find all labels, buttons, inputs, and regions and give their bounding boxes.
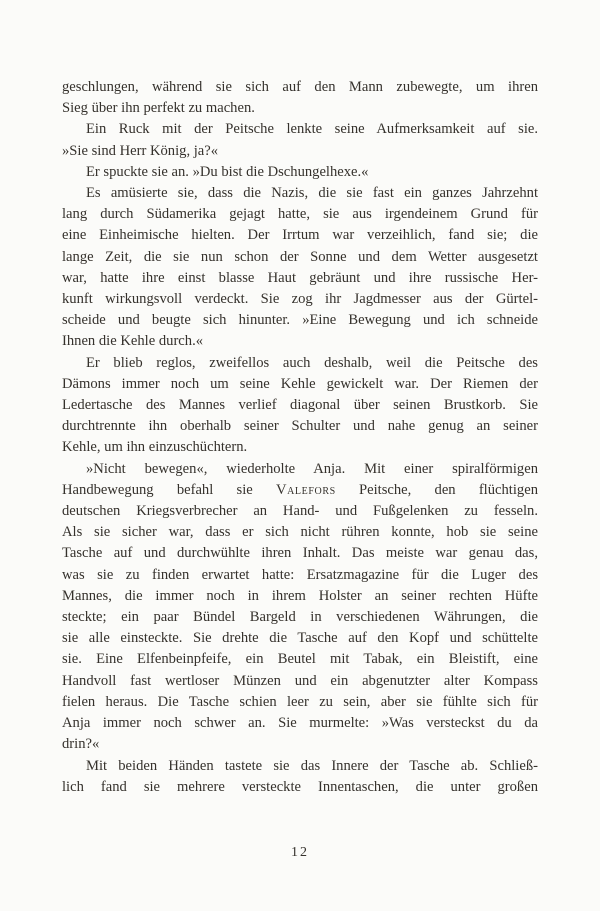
text-segment: Es amüsierte sie, dass die Nazis, die sie fast ein ganzes Jahrzehnt (86, 185, 538, 202)
text-segment: Kehle, um ihn einzuschüchtern. (62, 439, 248, 456)
text-segment: »Nicht bewegen«, wiederholte Anja. Mit einer spiralförmigen (86, 460, 538, 477)
text-segment: Anja immer noch schwer an. Sie murmelte: »Was versteckst du da (62, 715, 538, 732)
text-line (62, 459, 538, 480)
text-line (62, 628, 538, 649)
text-segment: Tasche auf und durchwühlte ihren Inhalt. Das meiste war genau das, (62, 545, 538, 562)
text-line (62, 310, 538, 331)
smallcaps-name: Valefors (275, 481, 336, 498)
text-line (62, 331, 538, 352)
text-segment: steckte; ein paar Bündel Bargeld in verschiedenen Währungen, die (62, 609, 538, 626)
text-line (62, 225, 538, 246)
paragraph (62, 353, 538, 459)
text-segment: Handvoll fast wertloser Münzen und ein abgenutzter alter Kompass (62, 672, 538, 689)
text-segment: Dämons immer noch um seine Kehle gewickelt war. Der Riemen der (62, 375, 538, 392)
page-number: 12 (291, 845, 309, 860)
paragraph (62, 77, 538, 119)
text-line (62, 162, 538, 183)
text-line (62, 141, 538, 162)
text-segment: Als sie sicher war, dass er sich nicht rühren konnte, hob sie seine (62, 524, 538, 541)
text-line (62, 204, 538, 225)
text-segment: Er spuckte sie an. »Du bist die Dschungelhexe.« (86, 163, 369, 180)
paragraph (62, 459, 538, 756)
text-line (62, 437, 538, 458)
text-line (62, 649, 538, 670)
text-line (62, 98, 538, 119)
text-segment: »Sie sind Herr König, ja?« (62, 142, 219, 159)
text-line (62, 692, 538, 713)
text-line (62, 565, 538, 586)
text-segment: sie alle einsteckte. Sie drehte die Tasche auf den Kopf und schüttelte (62, 630, 538, 647)
text-line (62, 268, 538, 289)
text-segment: lange Zeit, die sie nun schon der Sonne und dem Wetter ausgesetzt (62, 248, 538, 265)
text-segment: Mit beiden Händen tastete sie das Innere der Tasche ab. Schließ- (86, 757, 538, 774)
text-segment: lang durch Südamerika gejagt hatte, sie aus irgendeinem Grund für (62, 206, 538, 223)
text-segment: kunft wirkungsvoll verdeckt. Sie zog ihr Jagdmesser aus der Gürtel- (62, 291, 538, 308)
text-segment: durchtrennte ihn oberhalb seiner Schulter und nahe genug an seiner (62, 418, 538, 435)
paragraph (62, 162, 538, 183)
text-segment: drin?« (62, 736, 100, 753)
text-line (62, 395, 538, 416)
text-line (62, 756, 538, 777)
text-segment: Handbewegung befahl sie (62, 481, 276, 498)
paragraph (62, 119, 538, 161)
text-line (62, 374, 538, 395)
text-line (62, 734, 538, 755)
text-line (62, 247, 538, 268)
text-line (62, 607, 538, 628)
text-segment: Er blieb reglos, zweifellos auch deshalb, weil die Peitsche des (86, 354, 538, 371)
text-line (62, 671, 538, 692)
text-line (62, 289, 538, 310)
text-segment: Sieg über ihn perfekt zu machen. (62, 100, 255, 117)
text-line (62, 543, 538, 564)
text-line (62, 77, 538, 98)
text-line (62, 713, 538, 734)
text-segment: sie. Eine Elfenbeinpfeife, ein Beutel mit Tabak, ein Bleistift, eine (62, 651, 538, 668)
text-segment: Ledertasche des Mannes verlief diagonal über seinen Brustkorb. Sie (62, 397, 538, 414)
text-line (62, 416, 538, 437)
text-line (62, 183, 538, 204)
text-line (62, 119, 538, 140)
text-line (62, 522, 538, 543)
text-line (62, 501, 538, 522)
text-block (62, 77, 538, 798)
text-line (62, 777, 538, 798)
text-segment: Peitsche, den flüchtigen (335, 481, 538, 498)
text-segment: scheide und beugte sich hinunter. »Eine Bewegung und ich schneide (62, 312, 538, 329)
text-segment: deutschen Kriegsverbrecher an Hand- und Fußgelenken zu fesseln. (62, 503, 538, 520)
text-segment: lich fand sie mehrere versteckte Innentaschen, die unter großen (62, 778, 538, 795)
text-segment: Ein Ruck mit der Peitsche lenkte seine Aufmerksamkeit auf sie. (86, 121, 538, 138)
text-line (62, 353, 538, 374)
text-segment: eine Einheimische hielten. Der Irrtum war verzeihlich, fand sie; die (62, 227, 538, 244)
paragraph (62, 183, 538, 353)
text-segment: geschlungen, während sie sich auf den Mann zubewegte, um ihren (62, 79, 538, 95)
text-segment: Mannes, die immer noch in ihrem Holster an seiner rechten Hüfte (62, 587, 538, 604)
text-segment: Ihnen die Kehle durch.« (62, 333, 204, 350)
text-line (62, 586, 538, 607)
paragraph (62, 756, 538, 798)
text-segment: war, hatte ihre einst blasse Haut gebräunt und ihre russische Her- (62, 269, 538, 286)
text-segment: was sie zu finden erwartet hatte: Ersatzmagazine für die Luger des (62, 566, 538, 583)
text-line (62, 480, 538, 501)
text-segment: fielen heraus. Die Tasche schien leer zu sein, aber sie fühlte sich für (62, 693, 538, 710)
